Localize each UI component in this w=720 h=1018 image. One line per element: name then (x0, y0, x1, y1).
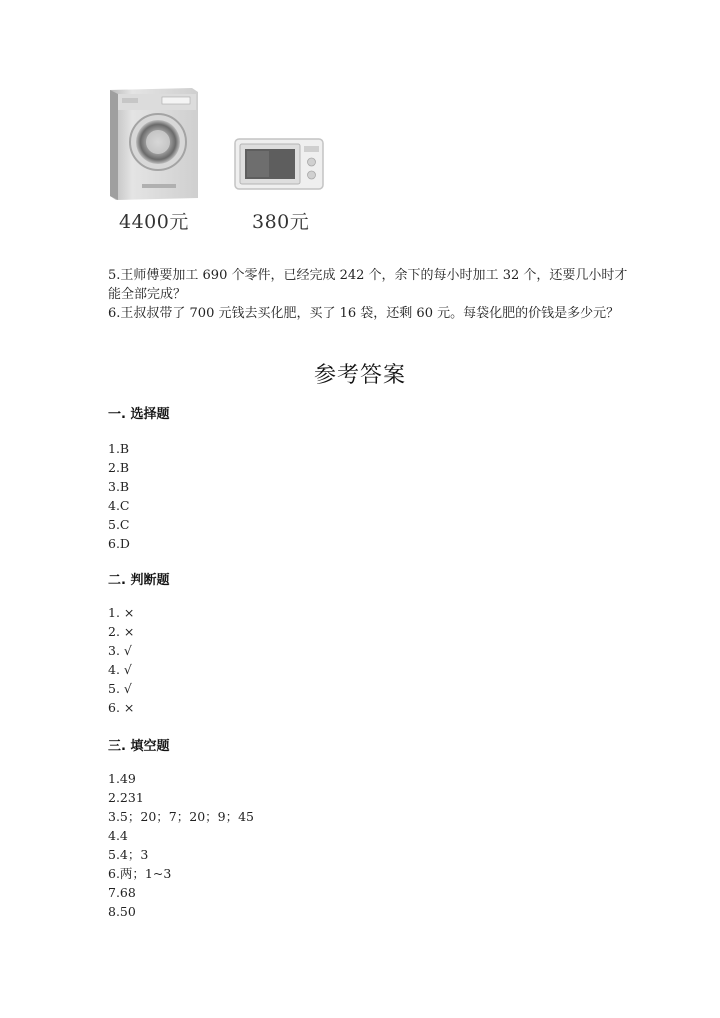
washing-machine-icon (108, 86, 200, 202)
list-item: 6.两；1~3 (108, 866, 172, 881)
list-item: 7.68 (108, 885, 136, 900)
list-item: 6.D (108, 536, 130, 551)
list-item: 6. × (108, 700, 135, 715)
section-heading-fill-blank: 三. 填空题 (108, 739, 170, 754)
question-5: 5.王师傅要加工 690 个零件，已经完成 242 个，余下的每小时加工 32 个，还要几小时才能全部完成？ (108, 268, 628, 302)
list-item: 2.B (108, 460, 130, 475)
washing-machine-image (108, 86, 200, 202)
list-item: 3.5；20；7；20；9；45 (108, 809, 255, 824)
microwave-price: 380元 (252, 211, 310, 233)
answer-title: 参考答案 (313, 363, 406, 388)
list-item: 8.50 (108, 904, 136, 919)
list-item: 1. × (108, 605, 135, 620)
list-item: 5.4；3 (108, 847, 149, 862)
list-item: 5. √ (108, 681, 132, 696)
list-item: 4.4 (108, 828, 128, 843)
list-item: 2. × (108, 624, 135, 639)
list-item: 4.C (108, 498, 130, 513)
list-item: 2.231 (108, 790, 144, 805)
answer-list-choice (108, 439, 130, 553)
list-item: 4. √ (108, 662, 132, 677)
list-item: 1.49 (108, 771, 136, 786)
list-item: 3. √ (108, 643, 132, 658)
microwave-icon (234, 138, 324, 192)
section-heading-choice: 一. 选择题 (108, 407, 170, 422)
question-6: 6.王叔叔带了 700 元钱去买化肥，买了 16 袋，还剩 60 元。每袋化肥的价钱是多少元？ (108, 306, 620, 321)
list-item: 3.B (108, 479, 130, 494)
answer-list-judgment (108, 603, 134, 717)
answer-list-fill-blank (108, 769, 254, 921)
microwave-image (234, 138, 324, 192)
list-item: 1.B (108, 441, 130, 456)
washing-machine-price: 4400元 (119, 211, 189, 233)
section-heading-judgment: 二. 判断题 (108, 573, 170, 588)
list-item: 5.C (108, 517, 130, 532)
